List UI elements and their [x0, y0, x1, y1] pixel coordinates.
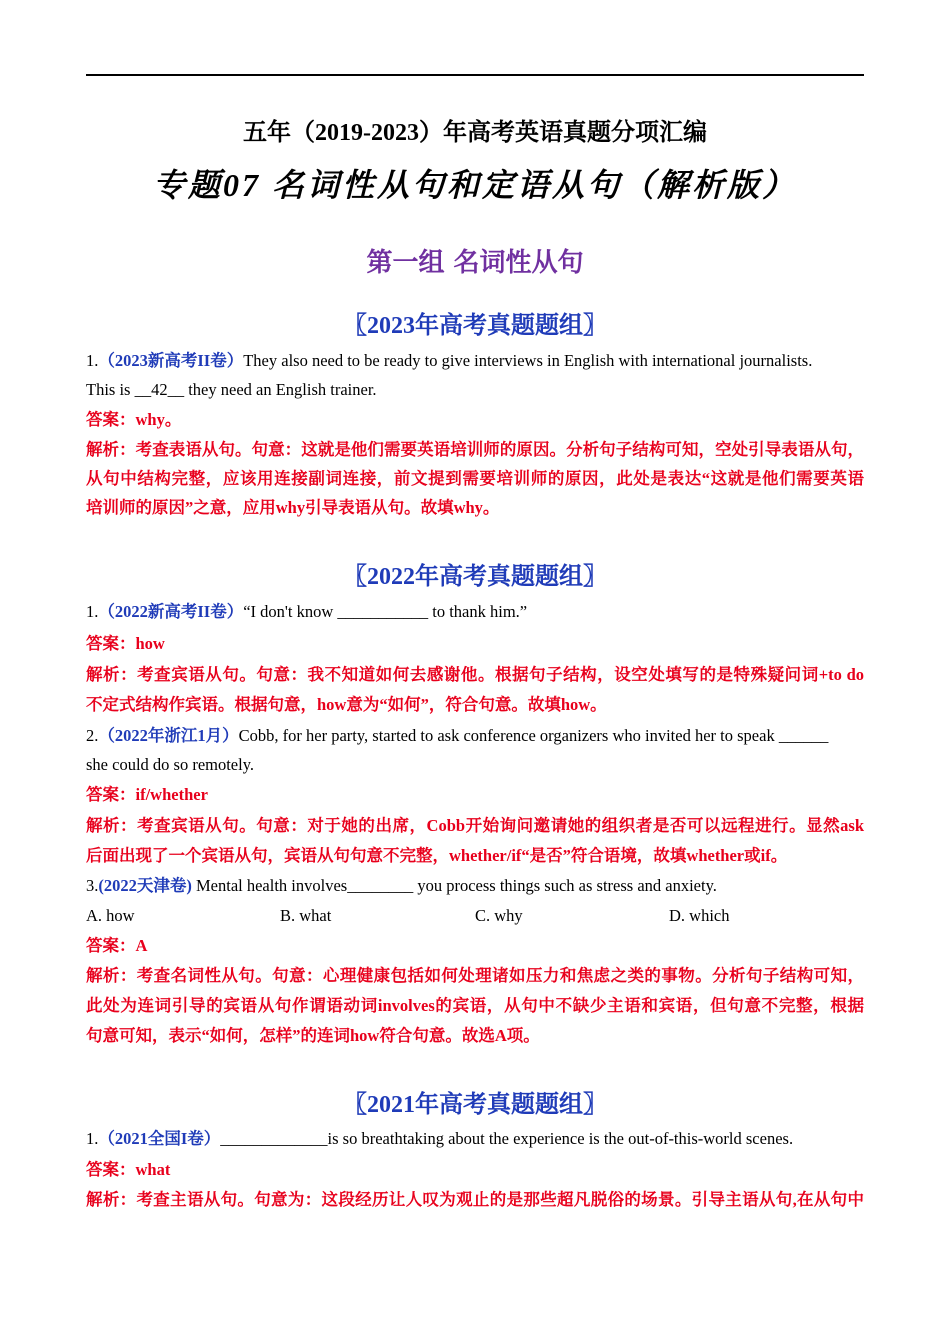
option-c: C. why: [475, 906, 523, 925]
answer-2022-3: 答案：A: [86, 936, 148, 955]
top-rule: [86, 74, 864, 76]
analysis-line: 培训师的原因”之意，应用why引导表语从句。故填why。: [86, 498, 500, 517]
question-2022-1: [86, 601, 864, 623]
topic-title: 专题07 名词性从句和定语从句（解析版）: [152, 167, 797, 203]
question-number: 1.: [86, 1129, 99, 1148]
question-text: they need an English trainer.: [184, 380, 377, 399]
analysis-line: 句意可知，表示“如何，怎样”的连词how符合句意。故选A项。: [86, 1026, 540, 1045]
question-source: （2022年浙江1月）: [98, 726, 239, 745]
series-title: 五年（2019-2023）年高考英语真题分项汇编: [243, 120, 707, 146]
question-text: This is: [86, 380, 135, 399]
analysis-line: 不定式结构作宾语。根据句意，how意为“如何”，符合句意。故填how。: [86, 695, 607, 714]
analysis-line: 解析：考查宾语从句。句意：我不知道如何去感谢他。根据句子结构，设空处填写的是特殊疑问词+to do: [86, 665, 864, 684]
answer-2023-1: 答案：why。: [86, 410, 182, 429]
section-heading-2023: 〖2023年高考真题题组〗: [343, 313, 607, 339]
question-number: 1.: [86, 351, 99, 370]
question-text: They also need to be ready to give interviews in English with international journalists.: [243, 351, 813, 370]
answer-2022-1: 答案：how: [86, 634, 165, 653]
question-source: （2022新高考II卷）: [98, 602, 244, 621]
analysis-line: 后面出现了一个宾语从句，宾语从句句意不完整，whether/if“是否”符合语境，故填whether或if。: [86, 846, 788, 865]
question-text: “I don't know ___________ to thank him.”: [243, 602, 528, 621]
question-text: Cobb, for her party, started to ask conference organizers who invited her to speak ______: [238, 726, 829, 745]
question-2023-1-cont: [86, 379, 864, 401]
option-a: A. how: [86, 906, 135, 925]
answer-2021-1: 答案：what: [86, 1160, 171, 1179]
question-2021-1: [86, 1128, 864, 1150]
question-text: _____________is so breathtaking about the experience is the out-of-this-world scenes.: [220, 1129, 794, 1148]
analysis-line: 解析：考查表语从句。句意：这就是他们需要英语培训师的原因。分析句子结构可知，空处引导表语从句，: [86, 440, 864, 459]
analysis-line: 从句中结构完整，应该用连接副词连接，前文提到需要培训师的原因，此处是表达“这就是他们需要英语: [86, 469, 864, 488]
question-2023-1: [86, 350, 864, 372]
question-blank: __42__: [134, 380, 185, 399]
question-source: （2023新高考II卷）: [98, 351, 244, 370]
section-heading-2022: 〖2022年高考真题题组〗: [343, 564, 607, 590]
question-2022-3: [86, 875, 864, 897]
option-d: D. which: [669, 906, 730, 925]
answer-2022-2: 答案：if/whether: [86, 785, 208, 804]
question-number: 2.: [86, 726, 99, 745]
question-source: （2021全国I卷）: [98, 1129, 221, 1148]
group-title: 第一组 名词性从句: [366, 248, 584, 278]
question-number: 3.: [86, 876, 99, 895]
question-number: 1.: [86, 602, 99, 621]
question-text: Mental health involves________ you process things such as stress and anxiety.: [191, 876, 717, 895]
question-2022-2-cont: she could do so remotely.: [86, 755, 255, 774]
question-source: (2022天津卷): [98, 876, 192, 895]
analysis-line: 此处为连词引导的宾语从句作谓语动词involves的宾语，从句中不缺少主语和宾语，但句意不完整，根据: [86, 996, 864, 1015]
question-2022-2: [86, 725, 864, 747]
section-heading-2021: 〖2021年高考真题题组〗: [343, 1092, 607, 1118]
analysis-line: 解析：考查主语从句。句意为：这段经历让人叹为观止的是那些超凡脱俗的场景。引导主语从句,在从句中: [86, 1190, 864, 1209]
option-b: B. what: [280, 906, 332, 925]
analysis-line: 解析：考查名词性从句。句意：心理健康包括如何处理诸如压力和焦虑之类的事物。分析句子结构可知，: [86, 966, 864, 985]
analysis-line: 解析：考查宾语从句。句意：对于她的出席，Cobb开始询问邀请她的组织者是否可以远程进行。显然ask: [86, 816, 864, 835]
